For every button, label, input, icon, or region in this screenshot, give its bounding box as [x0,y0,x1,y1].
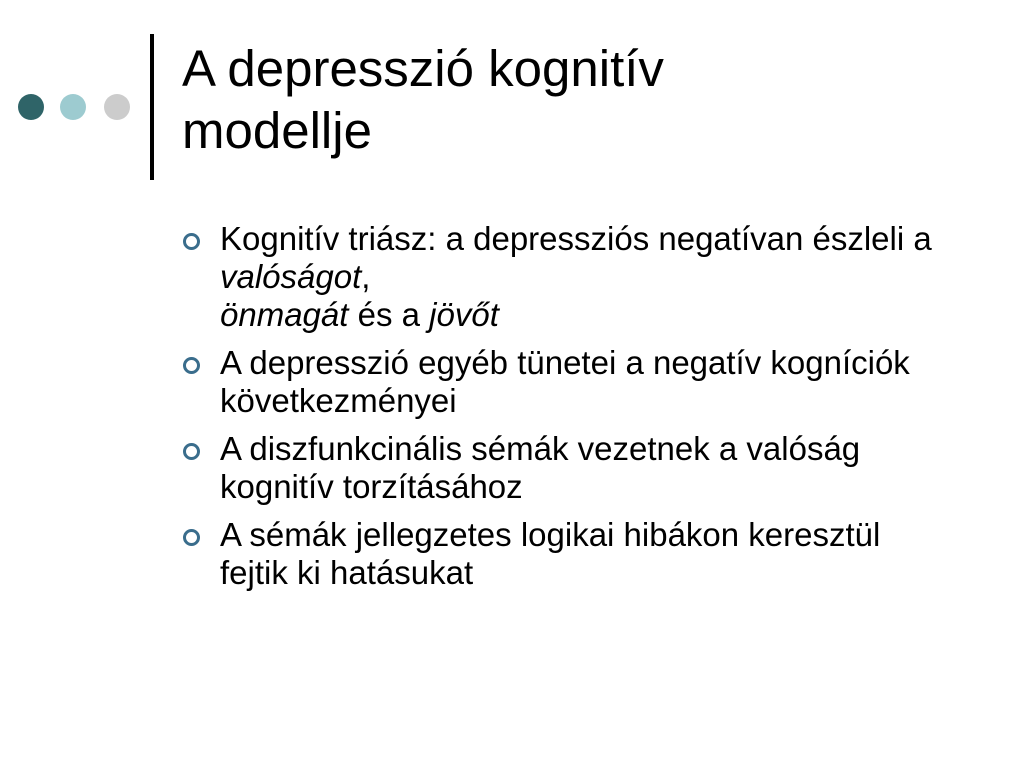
bullet-text [220,220,932,333]
emphasis-text: valóságot [220,258,362,295]
bullet-text: A depresszió egyéb tünetei a negatív kogníciók következményei [220,344,910,419]
ring-bullet-icon [183,443,200,460]
bullet-text: A sémák jellegzetes logikai hibákon keresztül fejtik ki hatásukat [220,516,881,591]
bullet-text-segment: Kognitív triász: a depressziós negatívan észleli a [220,220,932,257]
ring-bullet-icon [183,357,200,374]
bullet-item [182,516,942,592]
ring-bullet-icon [183,233,200,250]
bullet-item [182,220,942,334]
bullet-text-segment: és a [348,296,430,333]
emphasis-text: jövőt [429,296,499,333]
emphasis-text: önmagát [220,296,349,333]
bullet-list [182,220,942,602]
bullet-text: A diszfunkcinális sémák vezetnek a valóság kognitív torzításához [220,430,861,505]
slide-title-line-2: modellje [182,102,372,159]
bullet-item [182,344,942,420]
decorative-dot-dark [18,94,44,120]
decorative-dot-grey [104,94,130,120]
ring-bullet-icon [183,529,200,546]
bullet-item [182,430,942,506]
slide-title-line-1: A depresszió kognitív [182,40,664,97]
decorative-dot-light [60,94,86,120]
title-divider [150,34,154,180]
bullet-text-segment: , [361,258,371,295]
slide-title [182,38,882,162]
